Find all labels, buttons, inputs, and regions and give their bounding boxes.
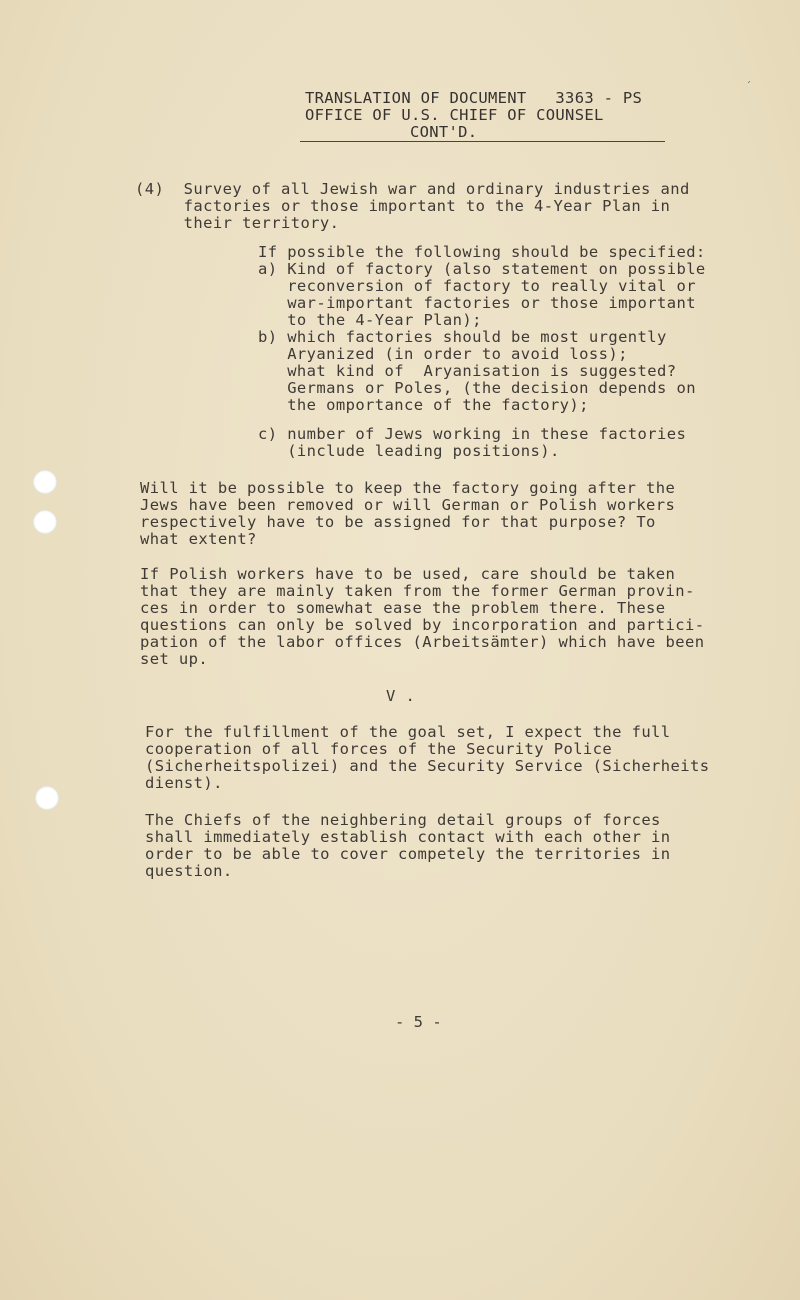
specified-line: If possible the following should be specified: bbox=[258, 243, 706, 261]
item4-line: (4) Survey of all Jewish war and ordinary industries and bbox=[135, 180, 690, 198]
paragraph-line: what extent? bbox=[140, 530, 257, 548]
paragraph-line: (Sicherheitspolizei) and the Security Service (Sicherheits bbox=[145, 757, 710, 775]
paragraph-line: Jews have been removed or will German or Polish workers bbox=[140, 496, 676, 514]
specified-line: what kind of Aryanisation is suggested? bbox=[258, 362, 677, 380]
paragraph-line: question. bbox=[145, 862, 233, 880]
paragraph-line: set up. bbox=[140, 650, 209, 668]
specified-line: to the 4-Year Plan); bbox=[258, 311, 482, 329]
ink-mark: ˏ bbox=[746, 72, 753, 83]
specified-line: the omportance of the factory); bbox=[258, 396, 589, 414]
punch-hole bbox=[33, 470, 57, 494]
item-c-line: (include leading positions). bbox=[258, 442, 560, 460]
paragraph-line: order to be able to cover competely the territories in bbox=[145, 845, 671, 863]
punch-hole bbox=[35, 786, 59, 810]
paragraph-line: Will it be possible to keep the factory going after the bbox=[140, 479, 676, 497]
item4-line: their territory. bbox=[135, 214, 340, 232]
header-contd: CONT'D. bbox=[410, 123, 478, 141]
paragraph-line: pation of the labor offices (Arbeitsämter) which have been bbox=[140, 633, 705, 651]
paragraph-line: cooperation of all forces of the Security Police bbox=[145, 740, 613, 758]
punch-hole bbox=[33, 510, 57, 534]
header-rule bbox=[300, 141, 665, 142]
paragraph-line: respectively have to be assigned for that purpose? To bbox=[140, 513, 656, 531]
specified-line: war-important factories or those important bbox=[258, 294, 696, 312]
specified-line: Aryanized (in order to avoid loss); bbox=[258, 345, 628, 363]
header-title: TRANSLATION OF DOCUMENT 3363 - PS bbox=[305, 89, 643, 107]
paragraph-line: The Chiefs of the neighbering detail groups of forces bbox=[145, 811, 661, 829]
paragraph-line: that they are mainly taken from the former German provin- bbox=[140, 582, 695, 600]
section-heading: V . bbox=[386, 687, 416, 705]
paragraph-line: ces in order to somewhat ease the problem there. These bbox=[140, 599, 666, 617]
paragraph-line: If Polish workers have to be used, care should be taken bbox=[140, 565, 676, 583]
specified-line: a) Kind of factory (also statement on possible bbox=[258, 260, 706, 278]
item-c-line: c) number of Jews working in these factories bbox=[258, 425, 687, 443]
specified-line: b) which factories should be most urgently bbox=[258, 328, 667, 346]
specified-line: reconversion of factory to really vital or bbox=[258, 277, 696, 295]
paragraph-line: shall immediately establish contact with each other in bbox=[145, 828, 671, 846]
paragraph-line: For the fulfillment of the goal set, I expect the full bbox=[145, 723, 671, 741]
specified-line: Germans or Poles, (the decision depends on bbox=[258, 379, 696, 397]
paragraph-line: questions can only be solved by incorporation and partici- bbox=[140, 616, 705, 634]
item4-line: factories or those important to the 4-Year Plan in bbox=[135, 197, 671, 215]
paragraph-line: dienst). bbox=[145, 774, 223, 792]
header-office: OFFICE OF U.S. CHIEF OF COUNSEL bbox=[305, 106, 604, 124]
page-number: - 5 - bbox=[395, 1013, 442, 1031]
